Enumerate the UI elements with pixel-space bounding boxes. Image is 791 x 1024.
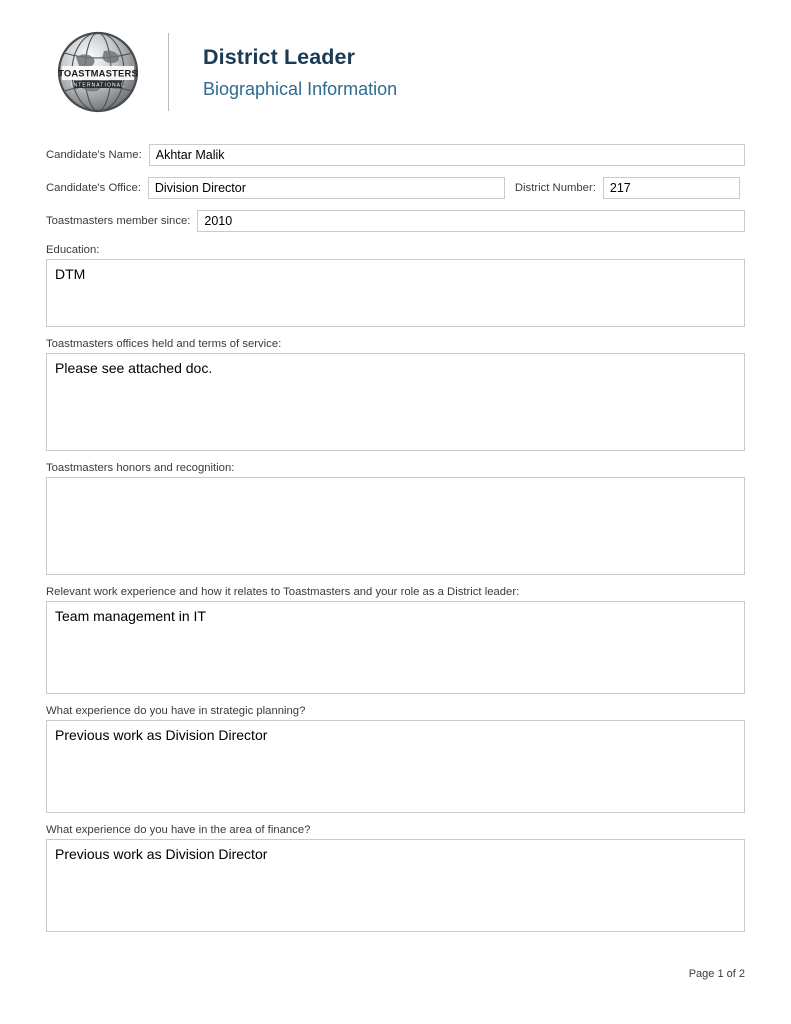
toastmasters-globe-logo-icon [46,31,150,113]
offices-held-label: Toastmasters offices held and terms of service: [46,338,282,350]
header-titles [203,44,397,100]
member-since-field[interactable]: 2010 [197,210,745,232]
member-since-row [46,210,745,232]
document-header [0,0,791,110]
education-block [46,244,745,327]
strategic-planning-block [46,705,745,813]
finance-label: What experience do you have in the area of finance? [46,824,311,836]
page-title: District Leader [203,44,356,69]
strategic-planning-label: What experience do you have in strategic planning? [46,705,306,717]
form-body [0,144,791,932]
candidate-name-row [46,144,745,166]
strategic-planning-field[interactable]: Previous work as Division Director [46,720,745,813]
candidate-office-row [46,177,745,199]
logo-wordmark-bottom: INTERNATIONAL [71,82,125,89]
district-number-field[interactable]: 217 [603,177,740,199]
candidate-name-field[interactable]: Akhtar Malik [149,144,745,166]
finance-block [46,824,745,932]
offices-held-field[interactable]: Please see attached doc. [46,353,745,451]
education-field[interactable]: DTM [46,259,745,327]
offices-held-block [46,338,745,451]
work-experience-field[interactable]: Team management in IT [46,601,745,694]
finance-field[interactable]: Previous work as Division Director [46,839,745,932]
header-divider [168,33,169,111]
candidate-name-label: Candidate's Name: [46,149,142,161]
work-experience-label: Relevant work experience and how it relates to Toastmasters and your role as a District leader: [46,586,520,598]
page-subtitle: Biographical Information [203,79,398,100]
district-number-label: District Number: [514,182,596,194]
candidate-office-label: Candidate's Office: [46,182,141,194]
candidate-office-field[interactable]: Division Director [148,177,505,199]
work-experience-block [46,586,745,694]
member-since-label: Toastmasters member since: [46,215,191,227]
education-label: Education: [46,244,100,256]
logo-wordmark-top: TOASTMASTERS [58,67,138,79]
honors-block [46,462,745,575]
honors-label: Toastmasters honors and recognition: [46,462,235,474]
page-indicator: Page 1 of 2 [688,968,745,980]
honors-field[interactable] [46,477,745,575]
